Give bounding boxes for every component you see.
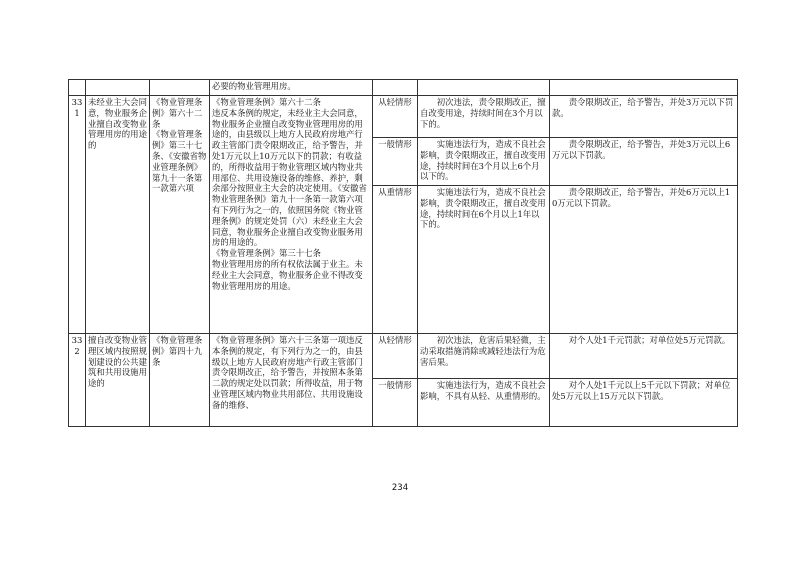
page-number: 234 xyxy=(391,483,409,493)
circumstance-level: 从重情形 xyxy=(373,186,418,334)
penalty-measure: 责令限期改正，给予警告，并处3万元以下罚款。 xyxy=(550,96,738,138)
circumstance-level: 从轻情形 xyxy=(373,96,418,138)
penalty-measure: 对个人处1千元以上5千元以下罚款；对单位处5万元以上15万元以下罚款。 xyxy=(550,379,738,427)
row-number: 332 xyxy=(69,334,86,427)
row-number: 331 xyxy=(69,96,86,334)
cell-num-empty xyxy=(69,80,86,96)
legal-basis-text: 《物业管理条例》第六十二条 违反本条例的规定，未经业主大会同意，物业服务企业擅自改变物业管理用房的用途的，由县级以上地方人民政府房地产行政主管部门责令限期改正，给予警告，并处1万元以上10万元以下的罚款；有收益的，所得收益用于物业管理区域内物业共用部位、共用设施设备的维修、养护，剩余部分按照业主大会的决定使用。《安徽省物业管理条例》第九十一条第一款第六项有下列行为之一的，依照国务院《物业管理条例》的规定处罚（六）未经业主大会同意，物业服务企业擅自改变物业服务用房的用途的。 《物业管理条例》第三十七条 物业管理用房的所有权依法属于业主。未经业主大会同意，物业服务企业不得改变物业管理用房的用途。 xyxy=(210,96,373,334)
legal-basis-text: 《物业管理条例》第六十三条第一项违反本条例的规定，有下列行为之一的，由县级以上地方人民政府房地产行政主管部门责令限期改正，给予警告，并按照本条第二款的规定处以罚款；所得收益，用于物业管理区域内物业共用部位、共用设施设备的维修、 xyxy=(210,334,373,427)
circumstance-level: 一般情形 xyxy=(373,138,418,186)
legal-basis-article: 《物业管理条例》第六十二条 《物业管理条例》第三十七条、《安徽省物业管理条例》第九十一条第一款第六项 xyxy=(150,96,210,334)
table-row-331-light xyxy=(69,96,738,138)
cell-penalty-empty xyxy=(550,80,738,96)
table-row-332-light xyxy=(69,334,738,379)
penalty-measure: 责令限期改正，给予警告，并处6万元以上10万元以下罚款。 xyxy=(550,186,738,334)
cell-basis-tail: 必要的物业管理用房。 xyxy=(210,80,373,96)
circumstance-level: 一般情形 xyxy=(373,379,418,427)
penalty-measure: 对个人处1千元罚款；对单位处5万元罚款。 xyxy=(550,334,738,379)
table-row-continued xyxy=(69,80,738,96)
circumstance-level: 从轻情形 xyxy=(373,334,418,379)
cell-circ-empty xyxy=(373,80,418,96)
discretion-standard: 初次违法，责令限期改正，擅自改变用途，持续时间在3个月以下的。 xyxy=(418,96,550,138)
legal-basis-article: 《物业管理条例》第四十九条 xyxy=(150,334,210,427)
cell-standard-empty xyxy=(418,80,550,96)
cell-behavior-empty xyxy=(86,80,150,96)
discretion-standard: 实施违法行为，造成不良社会影响，不具有从轻、从重情形的。 xyxy=(418,379,550,427)
cell-basis-article-empty xyxy=(150,80,210,96)
discretion-standard: 初次违法，危害后果轻微，主动采取措施消除或减轻违法行为危害后果。 xyxy=(418,334,550,379)
violation-behavior: 未经业主大会同意，物业服务企业擅自改变物业管理用房的用途的 xyxy=(86,96,150,334)
discretion-standard: 实施违法行为，造成不良社会影响，责令限期改正，擅自改变用途，持续时间在6个月以上1年以下的。 xyxy=(418,186,550,334)
discretion-standard: 实施违法行为，造成不良社会影响，责令限期改正，擅自改变用途，持续时间在3个月以上6个月以下的。 xyxy=(418,138,550,186)
penalty-discretion-table xyxy=(68,79,738,427)
violation-behavior: 擅自改变物业管理区域内按照规划建设的公共建筑和共用设施用途的 xyxy=(86,334,150,427)
penalty-measure: 责令限期改正，给予警告，并处3万元以上6万元以下罚款。 xyxy=(550,138,738,186)
